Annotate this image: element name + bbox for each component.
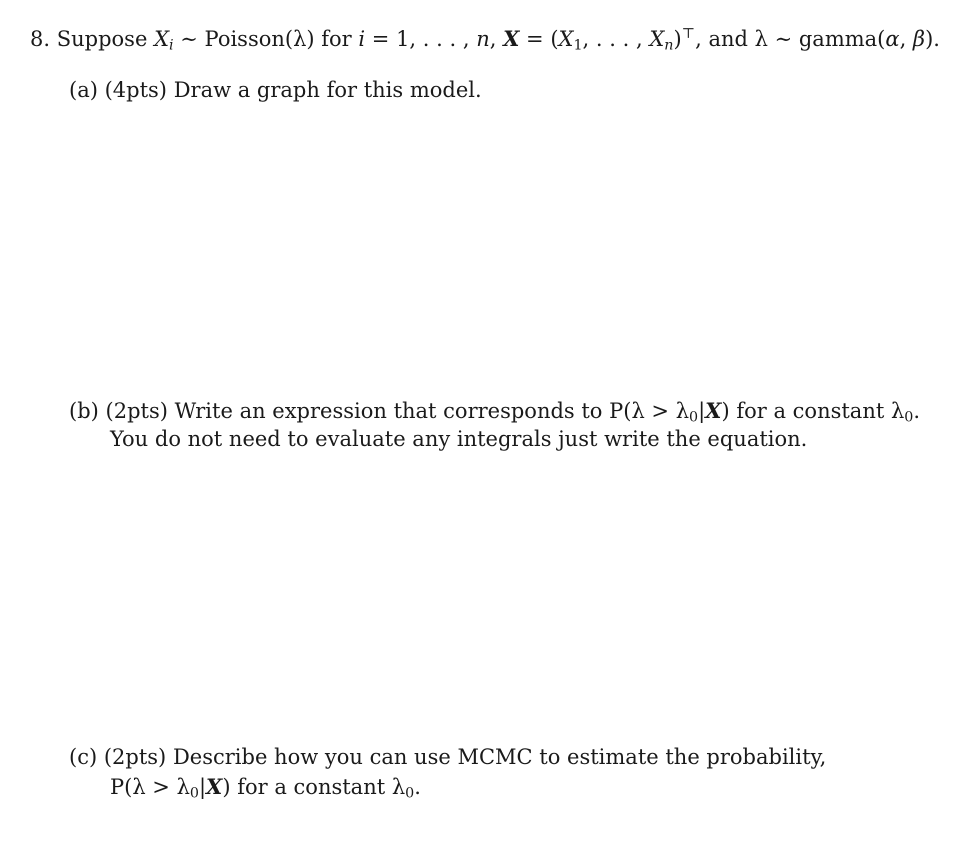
part-a-text: Draw a graph for this model. xyxy=(173,78,482,102)
var-n: n xyxy=(476,27,490,51)
problem-intro: Suppose xyxy=(56,27,148,51)
range-text: = 1, . . . , xyxy=(365,27,477,51)
period: . xyxy=(913,399,921,423)
var-alpha: α xyxy=(885,27,900,51)
part-c-text-2: ) for a constant λ xyxy=(222,775,406,799)
part-b-text-2: ) for a constant λ xyxy=(721,399,905,423)
problem-number: 8. xyxy=(30,27,51,51)
answer-space-a[interactable] xyxy=(69,112,929,382)
part-a-points: (4pts) xyxy=(104,78,167,102)
vector-x: X xyxy=(503,26,520,51)
part-b-points: (2pts) xyxy=(105,399,168,423)
given-bar: | xyxy=(698,399,706,423)
part-c xyxy=(69,743,826,772)
sub-zero: 0 xyxy=(904,409,914,426)
answer-space-b[interactable] xyxy=(69,460,929,730)
part-c-prob: P(λ > λ xyxy=(110,775,190,799)
comma: , xyxy=(489,27,504,51)
sep-comma: , xyxy=(899,27,913,51)
given-bar: | xyxy=(198,775,207,799)
sub-zero: 0 xyxy=(405,785,415,802)
var-xi: X xyxy=(154,27,170,51)
vector-x: X xyxy=(705,398,722,423)
var-beta: β xyxy=(912,27,926,51)
vector-x: X xyxy=(206,774,223,799)
part-b xyxy=(69,396,920,426)
poisson-text: ∼ Poisson(λ) for xyxy=(173,27,359,51)
part-a xyxy=(69,76,482,105)
part-c-points: (2pts) xyxy=(103,745,167,769)
part-c-text: Describe how you can use MCMC to estimate the probability, xyxy=(172,745,827,769)
sub-1: 1 xyxy=(573,37,583,54)
var-x1: X xyxy=(558,27,574,51)
part-a-label: (a) xyxy=(69,78,98,102)
sub-n: n xyxy=(664,37,674,54)
part-b-text: Write an expression that corresponds to P(λ > λ xyxy=(174,399,690,423)
close-paren: ) xyxy=(673,27,682,51)
dots-text: , . . . , xyxy=(582,27,650,51)
sub-i: i xyxy=(169,37,174,54)
problem-statement xyxy=(30,24,940,54)
transpose-sup: ⊤ xyxy=(681,26,696,43)
var-i: i xyxy=(358,27,366,51)
sub-zero: 0 xyxy=(189,785,199,802)
part-b-line-2: You do not need to evaluate any integrals just write the equation. xyxy=(110,427,808,451)
sub-zero: 0 xyxy=(689,409,699,426)
end-text: ). xyxy=(925,27,940,51)
var-xn: X xyxy=(649,27,665,51)
part-c-line-2 xyxy=(110,772,421,802)
part-b-label: (b) xyxy=(69,399,99,423)
period: . xyxy=(414,775,421,799)
equals-text: = ( xyxy=(519,27,559,51)
part-c-label: (c) xyxy=(69,745,98,769)
gamma-text: , and λ ∼ gamma( xyxy=(695,27,886,51)
